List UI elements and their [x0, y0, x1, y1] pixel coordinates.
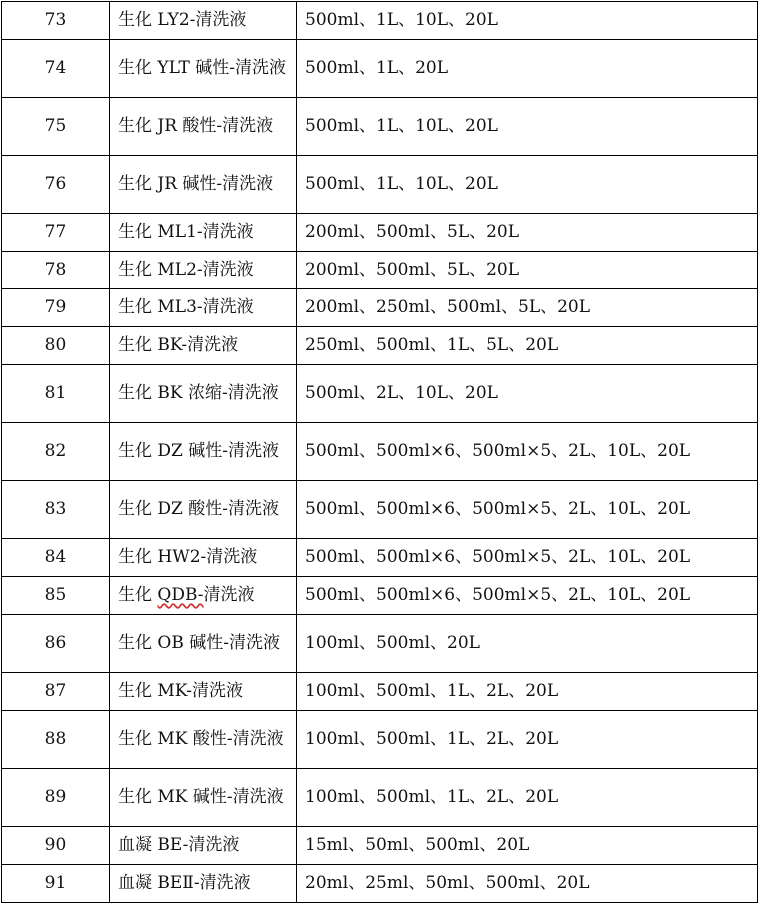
product-name: 生化 ML1-清洗液 [110, 214, 297, 252]
product-name: 生化 JR 酸性-清洗液 [110, 98, 297, 156]
row-number: 75 [2, 98, 110, 156]
row-number: 79 [2, 289, 110, 327]
product-name: 生化 ML2-清洗液 [110, 252, 297, 289]
product-name: 生化 BK 浓缩-清洗液 [110, 365, 297, 423]
product-name: 生化 BK-清洗液 [110, 327, 297, 365]
table-row [2, 327, 758, 365]
package-sizes: 200ml、250ml、500ml、5L、20L [297, 289, 758, 327]
product-name: 生化 DZ 酸性-清洗液 [110, 481, 297, 539]
row-number: 73 [2, 2, 110, 40]
table-row [2, 865, 758, 903]
spellcheck-flagged-text: QDB- [157, 585, 204, 605]
package-sizes: 500ml、2L、10L、20L [297, 365, 758, 423]
row-number: 80 [2, 327, 110, 365]
product-name: 生化 DZ 碱性-清洗液 [110, 423, 297, 481]
package-sizes: 200ml、500ml、5L、20L [297, 214, 758, 252]
product-name: 生化 MK 酸性-清洗液 [110, 711, 297, 769]
table-row [2, 481, 758, 539]
table-row [2, 2, 758, 40]
product-name: 血凝 BEⅡ-清洗液 [110, 865, 297, 903]
product-name-suffix: 清洗液 [203, 585, 255, 605]
table-row [2, 711, 758, 769]
row-number: 78 [2, 252, 110, 289]
package-sizes: 500ml、1L、10L、20L [297, 156, 758, 214]
package-sizes: 20ml、25ml、50ml、500ml、20L [297, 865, 758, 903]
package-sizes: 100ml、500ml、1L、2L、20L [297, 673, 758, 711]
table-row [2, 98, 758, 156]
table-row [2, 769, 758, 827]
product-name: 生化 MK 碱性-清洗液 [110, 769, 297, 827]
row-number: 88 [2, 711, 110, 769]
row-number: 77 [2, 214, 110, 252]
package-sizes: 500ml、500ml×6、500ml×5、2L、10L、20L [297, 481, 758, 539]
package-sizes: 250ml、500ml、1L、5L、20L [297, 327, 758, 365]
table-row [2, 615, 758, 673]
package-sizes: 500ml、500ml×6、500ml×5、2L、10L、20L [297, 423, 758, 481]
row-number: 82 [2, 423, 110, 481]
product-name: 血凝 BE-清洗液 [110, 827, 297, 865]
row-number: 87 [2, 673, 110, 711]
row-number: 85 [2, 577, 110, 615]
package-sizes: 100ml、500ml、20L [297, 615, 758, 673]
product-name: 生化 ML3-清洗液 [110, 289, 297, 327]
package-sizes: 100ml、500ml、1L、2L、20L [297, 769, 758, 827]
product-name-prefix: 生化 [118, 585, 158, 605]
row-number: 86 [2, 615, 110, 673]
package-sizes: 500ml、500ml×6、500ml×5、2L、10L、20L [297, 539, 758, 577]
row-number: 74 [2, 40, 110, 98]
package-sizes: 15ml、50ml、500ml、20L [297, 827, 758, 865]
row-number: 81 [2, 365, 110, 423]
table-row [2, 673, 758, 711]
table-row [2, 252, 758, 289]
product-name: 生化 YLT 碱性-清洗液 [110, 40, 297, 98]
package-sizes: 500ml、1L、10L、20L [297, 98, 758, 156]
table-row [2, 827, 758, 865]
package-sizes: 500ml、1L、20L [297, 40, 758, 98]
row-number: 89 [2, 769, 110, 827]
product-spec-table [1, 1, 758, 903]
product-name: 生化 OB 碱性-清洗液 [110, 615, 297, 673]
table-row [2, 40, 758, 98]
product-name [110, 577, 297, 615]
row-number: 91 [2, 865, 110, 903]
table-row [2, 156, 758, 214]
table-row [2, 539, 758, 577]
package-sizes: 500ml、500ml×6、500ml×5、2L、10L、20L [297, 577, 758, 615]
package-sizes: 100ml、500ml、1L、2L、20L [297, 711, 758, 769]
package-sizes: 200ml、500ml、5L、20L [297, 252, 758, 289]
product-name: 生化 LY2-清洗液 [110, 2, 297, 40]
table-row [2, 289, 758, 327]
table-row [2, 423, 758, 481]
row-number: 84 [2, 539, 110, 577]
table-row [2, 577, 758, 615]
row-number: 83 [2, 481, 110, 539]
row-number: 90 [2, 827, 110, 865]
table-row [2, 214, 758, 252]
product-name: 生化 HW2-清洗液 [110, 539, 297, 577]
product-name: 生化 MK-清洗液 [110, 673, 297, 711]
row-number: 76 [2, 156, 110, 214]
product-name: 生化 JR 碱性-清洗液 [110, 156, 297, 214]
table-row [2, 365, 758, 423]
package-sizes: 500ml、1L、10L、20L [297, 2, 758, 40]
